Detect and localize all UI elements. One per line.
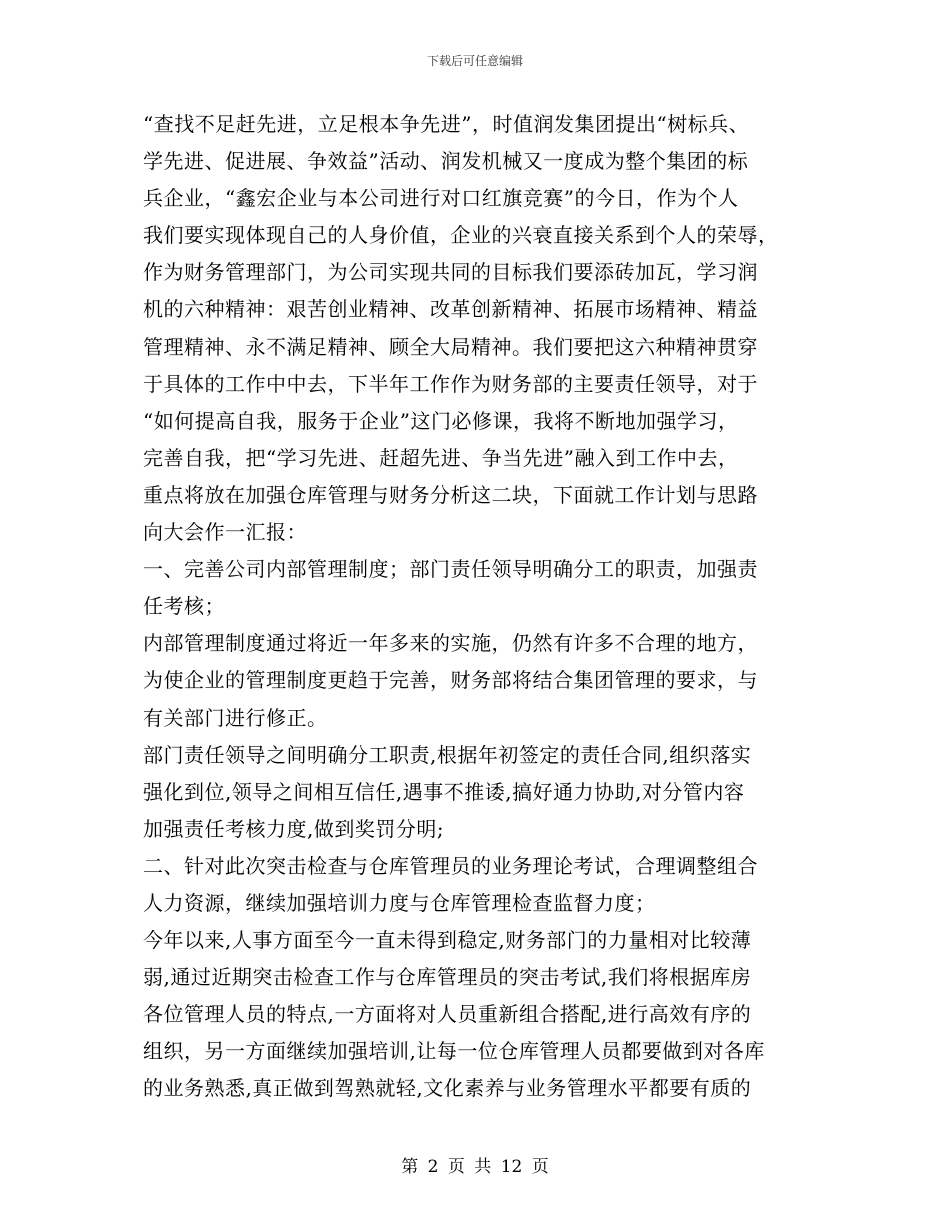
page-number-footer: 第 2 页 共 12 页 [401,1157,549,1177]
text-line: 内部管理制度通过将近一年多来的实施，仍然有许多不合理的地方， [143,631,758,656]
text-line: 学先进、促进展、争效益”活动、润发机械又一度成为整个集团的标 [143,149,749,174]
text-line: 组织，另一方面继续加强培训,让每一位仓库管理人员都要做到对各库 [143,1039,765,1064]
body-text [143,106,811,1108]
text-line: 各位管理人员的特点,一方面将对人员重新组合搭配,进行高效有序的 [143,1002,752,1027]
text-line: 完善自我，把“学习先进、赶超先进、争当先进”融入到工作中去， [143,445,739,470]
text-line: 今年以来,人事方面至今一直未得到稳定,财务部门的力量相对比较薄 [143,928,752,953]
text-line: “如何提高自我，服务于企业”这门必修课，我将不断地加强学习， [143,408,739,433]
page-header: 下载后可任意编辑 [426,54,523,68]
text-line: 为使企业的管理制度更趋于完善，财务部将结合集团管理的要求，与 [143,668,758,693]
text-line: 机的六种精神：艰苦创业精神、改革创新精神、拓展市场精神、精益 [143,297,758,322]
text-line: 于具体的工作中中去，下半年工作作为财务部的主要责任领导，对于 [143,371,758,396]
text-line: 一、完善公司内部管理制度；部门责任领导明确分工的职责，加强责 [143,557,758,582]
text-line: 强化到位,领导之间相互信任,遇事不推诿,搞好通力协助,对分管内容 [143,779,745,804]
text-line: 的业务熟悉,真正做到驾熟就轻,文化素养与业务管理水平都要有质的 [143,1076,752,1101]
text-line: 兵企业，“鑫宏企业与本公司进行对口红旗竞赛”的今日，作为个人 [143,186,739,211]
text-line: 重点将放在加强仓库管理与财务分析这二块，下面就工作计划与思路 [143,482,758,507]
text-line: 作为财务管理部门，为公司实现共同的目标我们要添砖加瓦，学习润 [143,260,758,285]
text-line: 加强责任考核力度,做到奖罚分明; [143,816,445,841]
text-line: 向大会作一汇报： [143,520,307,545]
text-line: 弱,通过近期突击检查工作与仓库管理员的突击考试,我们将根据库房 [143,965,752,990]
text-line: 人力资源，继续加强培训力度与仓库管理检查监督力度； [143,890,656,915]
text-line: 二、针对此次突击检查与仓库管理员的业务理论考试，合理调整组合 [143,853,758,878]
text-line: “查找不足赶先进，立足根本争先进”，时值润发集团提出“树标兵、 [143,112,750,136]
text-line: 部门责任领导之间明确分工职责,根据年初签定的责任合同,组织落实 [143,742,752,767]
text-line: 管理精神、永不满足精神、顾全大局精神。我们要把这六种精神贯穿 [143,334,758,359]
text-line: 有关部门进行修正。 [143,705,328,730]
text-line: 任考核； [143,594,225,619]
text-line: 我们要实现体现自己的人身价值，企业的兴衰直接关系到个人的荣辱， [143,223,779,248]
